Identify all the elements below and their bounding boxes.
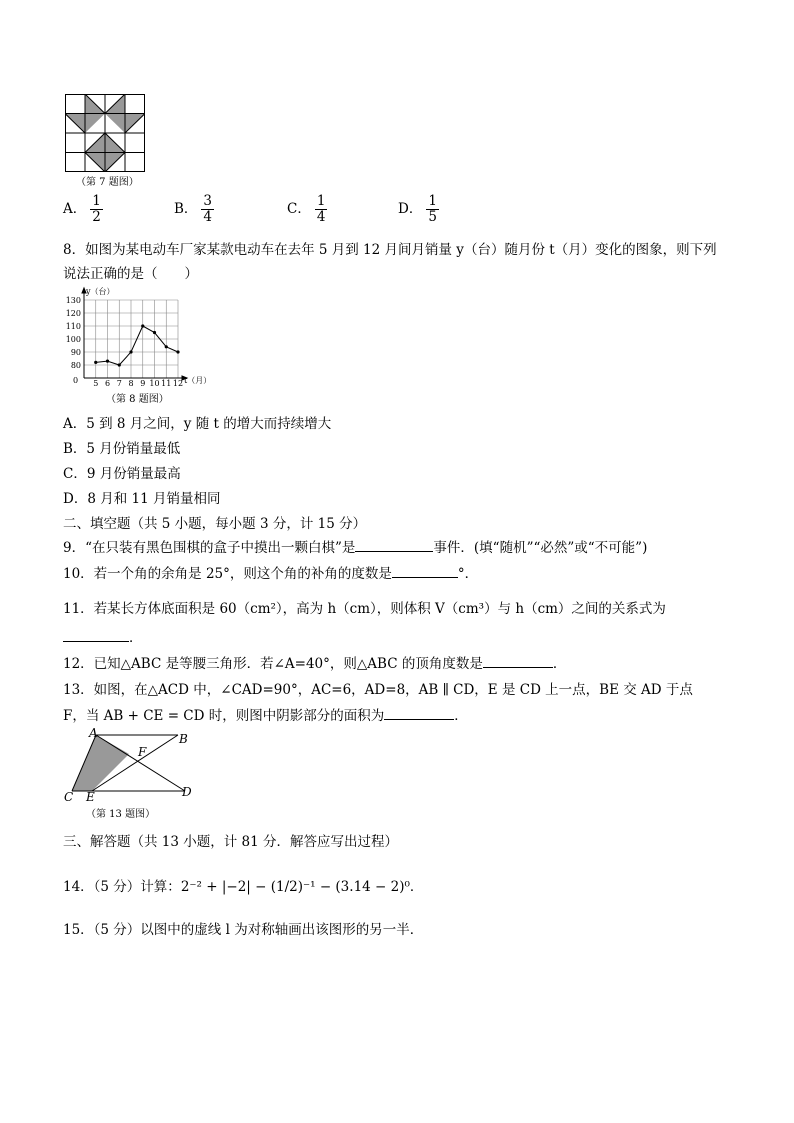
q7-option-c: C． $\frac{1}{4}$ <box>287 193 326 225</box>
svg-text:A: A <box>89 726 98 740</box>
q13-caption: （第 13 题图） <box>86 809 156 820</box>
data-point <box>153 331 156 334</box>
svg-text:D: D <box>182 785 192 799</box>
q13-geometry-figure <box>62 726 202 806</box>
q13-blank <box>384 707 454 720</box>
q11-blank <box>63 629 129 642</box>
data-point <box>106 360 109 363</box>
q10: 10．若一个角的余角是 25°，则这个角的补角的度数是 °． <box>63 566 479 582</box>
q12-blank <box>483 655 553 668</box>
data-point <box>118 363 121 366</box>
q9-blank <box>355 539 433 552</box>
data-point <box>176 350 179 353</box>
q14-expression: 2⁻² + |−2| − (1/2)⁻¹ − (3.14 − 2)⁰． <box>180 879 424 895</box>
x-tick-label: 10 <box>149 379 160 388</box>
q8-line-chart <box>60 286 220 391</box>
q14: 14．（5 分）计算：2⁻² + |−2| − (1/2)⁻¹ − (3.14 − 2)⁰． <box>63 879 424 895</box>
x-tick-label: 5 <box>93 379 99 388</box>
q13-line1: 13．如图，在△ACD 中，∠CAD=90°，AC=6，AD=8，AB ∥ CD，E 是 CD 上一点，BE 交 AD 于点 <box>63 682 693 698</box>
q8-stem-line1: 8．如图为某电动车厂家某款电动车在去年 5 月到 12 月间月销量 y（台）随月份 t（月）变化的图象，则下列 <box>63 242 717 258</box>
y-tick-label: 90 <box>70 348 81 357</box>
y-tick-label: 120 <box>65 309 81 318</box>
x-tick-label: 7 <box>116 379 122 388</box>
q8-option-c: C．9 月份销量最高 <box>63 466 181 482</box>
q8-option-d: D．8 月和 11 月销量相同 <box>63 491 221 507</box>
data-point <box>129 350 132 353</box>
svg-text:B: B <box>179 732 188 746</box>
x-tick-label: 8 <box>128 379 134 388</box>
y-axis-label: y（台） <box>86 287 115 296</box>
x-tick-label: 11 <box>161 379 172 388</box>
origin-label: 0 <box>73 376 79 385</box>
y-tick-label: 100 <box>65 335 81 344</box>
y-tick-label: 110 <box>65 322 81 331</box>
q7-caption: （第 7 题图） <box>76 177 139 188</box>
y-tick-label: 130 <box>65 296 81 305</box>
q8-option-b: B．5 月份销量最低 <box>63 441 181 457</box>
q11-line1: 11．若某长方体底面积是 60（cm²），高为 h（cm），则体积 V（cm³）与 h（cm）之间的关系式为 <box>63 601 666 617</box>
q8-stem-line2: 说法正确的是（ ） <box>63 266 198 282</box>
q7-grid-figure <box>65 94 145 172</box>
svg-text:F: F <box>138 745 147 759</box>
q15: 15．（5 分）以图中的虚线 l 为对称轴画出该图形的另一半． <box>63 922 424 938</box>
section-2-heading: 二、填空题（共 5 小题，每小题 3 分，计 15 分） <box>63 516 367 532</box>
q8-option-a: A．5 到 8 月之间，y 随 t 的增大而持续增大 <box>63 416 332 432</box>
x-tick-label: 12 <box>172 379 184 388</box>
x-axis-label: t（月） <box>184 376 212 385</box>
q12: 12．已知△ABC 是等腰三角形．若∠A=40°，则△ABC 的顶角度数是 ． <box>63 656 567 672</box>
q9: 9．“在只装有黑色围棋的盒子中摸出一颗白棋”是 事件．(填“随机”“必然”或“不可能”) <box>63 540 648 556</box>
q8-caption: （第 8 题图） <box>106 394 169 405</box>
data-point <box>165 345 168 348</box>
q13-line2: F，当 AB + CE = CD 时，则图中阴影部分的面积为 ． <box>63 708 468 724</box>
section-3-heading: 三、解答题（共 13 小题，计 81 分．解答应写出过程） <box>63 834 399 850</box>
q11-line2: ． <box>63 626 143 646</box>
data-point <box>141 324 144 327</box>
q10-blank <box>392 565 458 578</box>
data-point <box>94 361 97 364</box>
svg-text:C: C <box>64 790 74 804</box>
x-tick-label: 9 <box>140 379 146 388</box>
svg-text:E: E <box>86 790 95 804</box>
q7-option-d: D． $\frac{1}{5}$ <box>398 193 437 225</box>
x-tick-label: 6 <box>104 379 111 388</box>
q7-option-a: A． $\frac{1}{2}$ <box>63 193 101 225</box>
y-tick-label: 80 <box>70 361 81 370</box>
q7-option-b: B． $\frac{3}{4}$ <box>174 193 213 225</box>
